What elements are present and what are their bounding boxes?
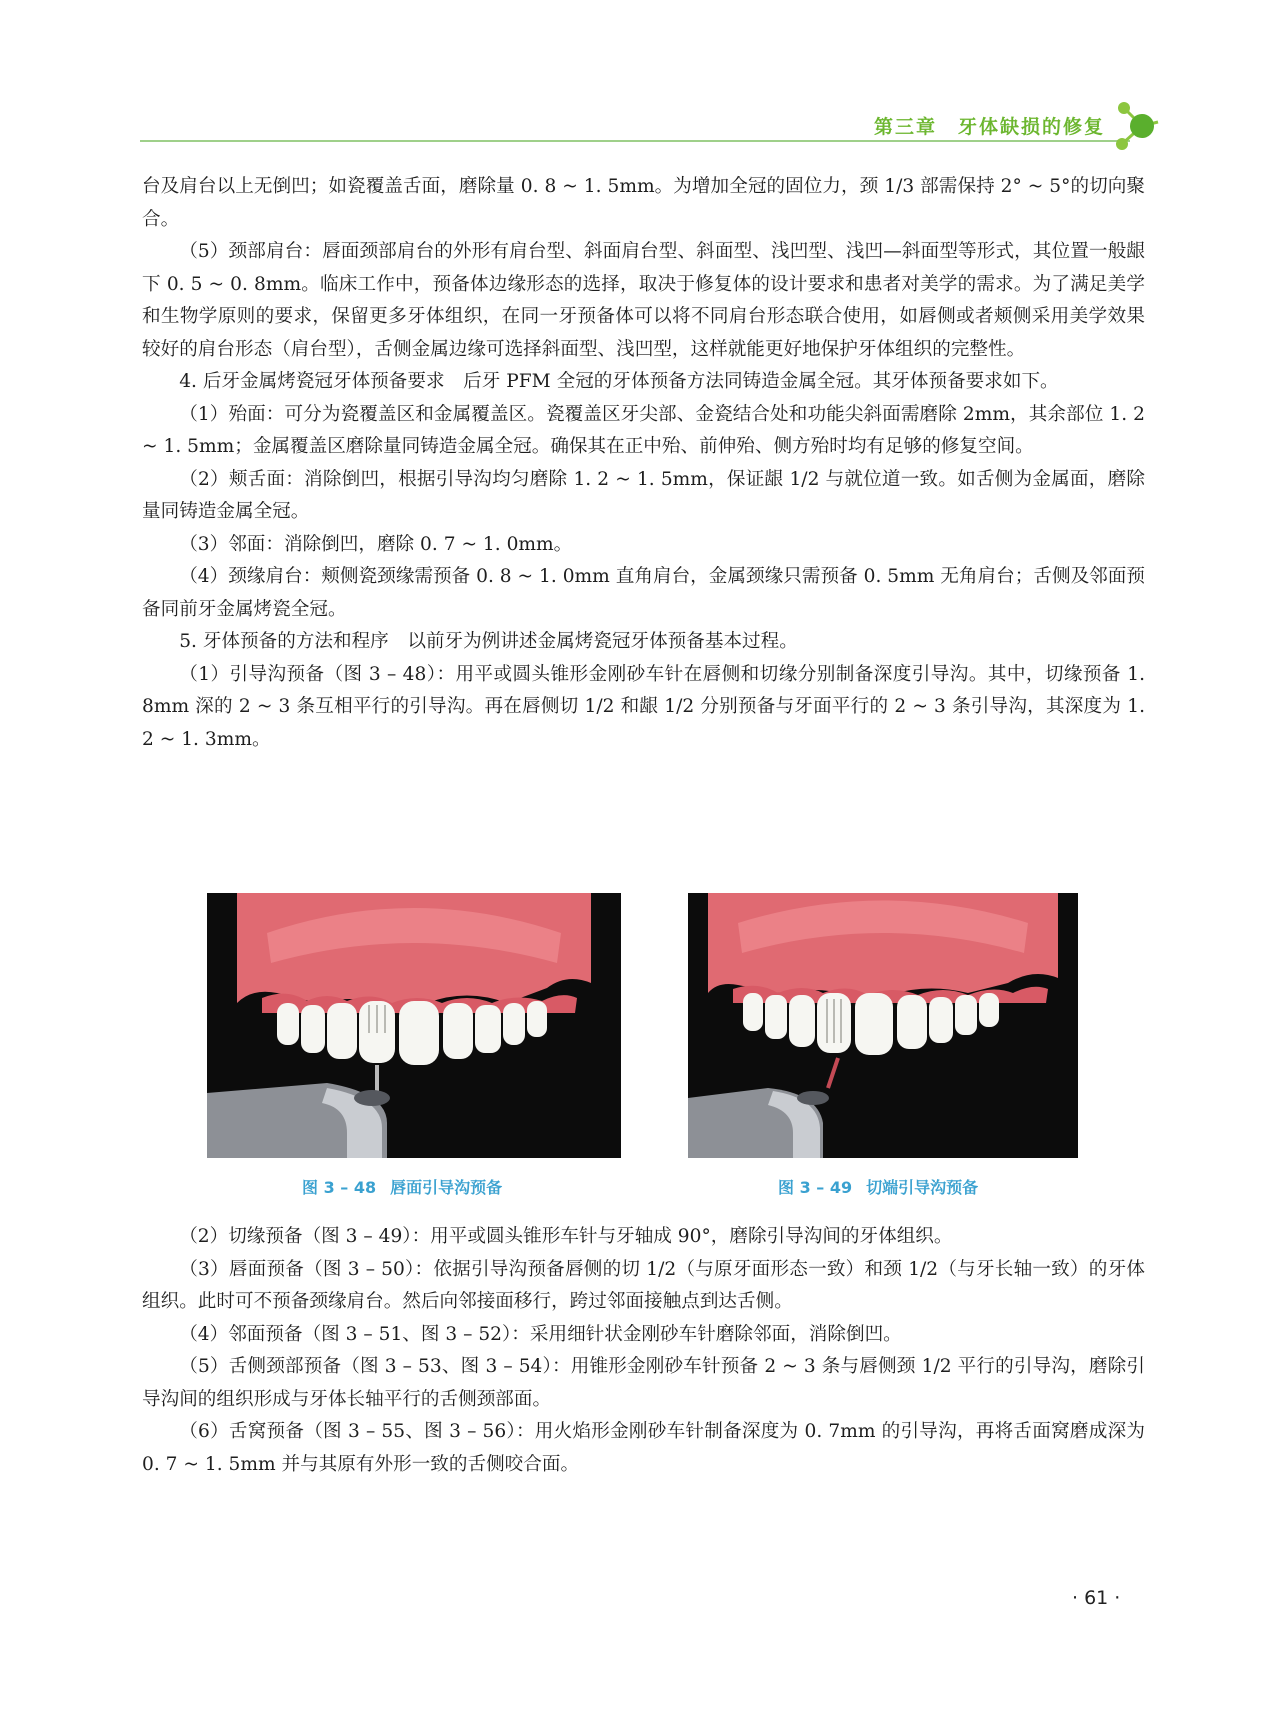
paragraph: （5）颈部肩台：唇面颈部肩台的外形有肩台型、斜面肩台型、斜面型、浅凹型、浅凹—斜面型等形式，其位置一般龈下 0. 5 ~ 0. 8mm。临床工作中，预备体边缘形态的选择，取决于修复体的设计要求和患者对美学的需求。为了满足美学和生物学原则的要求，保留更多牙体组织，在同一牙预备体可以将不同肩台形态联合使用，如唇侧或者颊侧采用美学效果较好的肩台形态（肩台型），舌侧金属边缘可选择斜面型、浅凹型，这样就能更好地保护牙体组织的完整性。 — [142, 241, 1145, 360]
figure-3-48-photo — [207, 893, 621, 1158]
figure-3-49-photo — [688, 893, 1078, 1158]
paragraph: （3）邻面：消除倒凹，磨除 0. 7 ~ 1. 0mm。 — [179, 533, 573, 555]
paragraph: （2）切缘预备（图 3 – 49）：用平或圆头锥形车针与牙轴成 90°，磨除引导沟间的牙体组织。 — [179, 1226, 953, 1247]
page-number: · 61 · — [1072, 1587, 1121, 1609]
paragraph: （4）颈缘肩台：颊侧瓷颈缘需预备 0. 8 ~ 1. 0mm 直角肩台，金属颈缘只需预备 0. 5mm 无角肩台；舌侧及邻面预备同前牙金属烤瓷全冠。 — [142, 566, 1145, 620]
paragraph: （1）殆面：可分为瓷覆盖区和金属覆盖区。瓷覆盖区牙尖部、金瓷结合处和功能尖斜面需磨除 2mm，其余部位 1. 2 ~ 1. 5mm；金属覆盖区磨除量同铸造金属全冠。确保其在正中殆、前伸殆、侧方殆时均有足够的修复空间。 — [142, 403, 1145, 457]
figure-3-48-caption — [302, 1175, 502, 1198]
paragraph: 5. 牙体预备的方法和程序 以前牙为例讲述金属烤瓷冠牙体预备基本过程。 — [179, 631, 798, 652]
chapter-title: 第三章 牙体缺损的修复 — [873, 116, 1105, 138]
molecule-logo-icon — [1112, 100, 1164, 152]
paragraph: （1）引导沟预备（图 3 – 48）：用平或圆头锥形金刚砂车针在唇侧和切缘分别制备深度引导沟。其中，切缘预备 1. 8mm 深的 2 ~ 3 条互相平行的引导沟。再在唇侧切 1/2 和龈 1/2 分别预备与牙面平行的 2 ~ 3 条引导沟，其深度为 1. 2 ~ 1. 3mm。 — [142, 663, 1145, 750]
header-divider — [140, 140, 1130, 142]
figure-number: 图 3 – 49 — [778, 1178, 853, 1197]
paragraph: （5）舌侧颈部预备（图 3 – 53、图 3 – 54）：用锥形金刚砂车针预备 2 ~ 3 条与唇侧颈 1/2 平行的引导沟，磨除引导沟间的组织形成与牙体长轴平行的舌侧颈部面。 — [142, 1356, 1145, 1410]
paragraph: （3）唇面预备（图 3 – 50）：依据引导沟预备唇侧的切 1/2（与原牙面形态一致）和颈 1/2（与牙长轴一致）的牙体组织。此时可不预备颈缘肩台。然后向邻接面移行，跨过邻面接触点到达舌侧。 — [142, 1258, 1145, 1312]
paragraph: （6）舌窝预备（图 3 – 55、图 3 – 56）：用火焰形金刚砂车针制备深度为 0. 7mm 的引导沟，再将舌面窝磨成深为 0. 7 ~ 1. 5mm 并与其原有外形一致的舌侧咬合面。 — [142, 1421, 1145, 1475]
figure-number: 图 3 – 48 — [302, 1178, 377, 1197]
figure-caption-text: 唇面引导沟预备 — [390, 1178, 503, 1197]
body-text-bottom — [142, 1221, 1145, 1481]
paragraph: （2）颊舌面：消除倒凹，根据引导沟均匀磨除 1. 2 ~ 1. 5mm，保证龈 1/2 与就位道一致。如舌侧为金属面，磨除量同铸造金属全冠。 — [142, 468, 1145, 522]
figure-row — [0, 893, 1275, 1203]
body-text-top — [142, 171, 1145, 756]
paragraph: （4）邻面预备（图 3 – 51、图 3 – 52）：采用细针状金刚砂车针磨除邻面，消除倒凹。 — [179, 1323, 902, 1345]
paragraph: 4. 后牙金属烤瓷冠牙体预备要求 后牙 PFM 全冠的牙体预备方法同铸造金属全冠。其牙体预备要求如下。 — [179, 371, 1059, 392]
paragraph: 台及肩台以上无倒凹；如瓷覆盖舌面，磨除量 0. 8 ~ 1. 5mm。为增加全冠的固位力，颈 1/3 部需保持 2° ~ 5°的切向聚合。 — [142, 176, 1145, 230]
figure-caption-text: 切端引导沟预备 — [866, 1178, 979, 1197]
figure-3-49-caption — [778, 1175, 978, 1198]
